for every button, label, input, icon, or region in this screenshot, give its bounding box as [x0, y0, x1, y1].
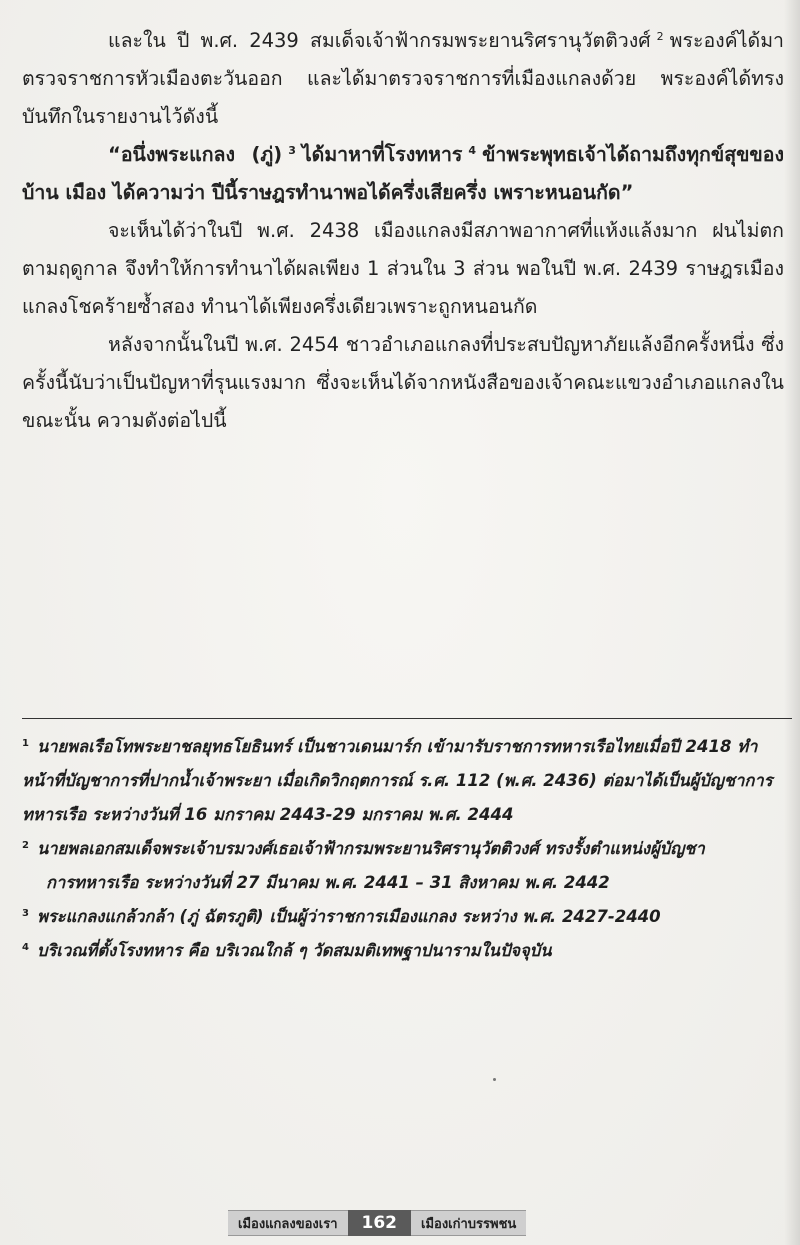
- footnote-text: พระแกลงแกล้วกล้า (ภู่ ฉัตรภูติ) เป็นผู้ว่าราชการเมืองแกลง ระหว่าง พ.ศ. 2427-2440: [36, 907, 661, 926]
- quote-part-c: ข้าพระพุทธเจ้าได้ถามถึงทุกข์สุขของบ้าน เมือง ได้ความว่า ปีนี้ราษฎรทำนาพอได้ครึ่งเสียครึ่ง เพราะหนอนกัด”: [22, 143, 784, 204]
- paragraph-1: [22, 22, 784, 136]
- paragraph-2: จะเห็นได้ว่าในปี พ.ศ. 2438 เมืองแกลงมีสภาพอากาศที่แห้งแล้งมาก ฝนไม่ตกตามฤดูกาล จึงทำให้การทำนาได้ผลเพียง 1 ส่วนใน 3 ส่วน พอในปี พ.ศ. 2439 ราษฎรเมืองแกลงโชคร้ายซ้ำสอง ทำนาได้เพียงครึ่งเดียวเพราะถูกหนอนกัด: [22, 219, 784, 318]
- footnote-4: [22, 934, 794, 968]
- footnote-number: 4: [22, 941, 29, 953]
- paragraph-3: หลังจากนั้นในปี พ.ศ. 2454 ชาวอำเภอแกลงที่ประสบปัญหาภัยแล้งอีกครั้งหนึ่ง ซึ่งครั้งนี้นับว่าเป็นปัญหาที่รุนแรงมาก ซึ่งจะเห็นได้จากหนังสือของเจ้าคณะแขวงอำเภอแกลงในขณะนั้น ความดังต่อไปนี้: [22, 333, 784, 432]
- page-number: 162: [348, 1210, 412, 1236]
- footnote-text: นายพลเรือโทพระยาชลยุทธโยธินทร์ เป็นชาวเดนมาร์ก เข้ามารับราชการทหารเรือไทยเมื่อปี 2418 ทำหน้าที่บัญชาการที่ปากน้ำเจ้าพระยา เมื่อเกิดวิกฤตการณ์ ร.ศ. 112 (พ.ศ. 2436) ต่อมาได้เป็นผู้บัญชาการทหารเรือ ระหว่างวันที่ 16 มกราคม 2443-29 มกราคม พ.ศ. 2444: [22, 737, 773, 824]
- quote-part-a: “อนึ่งพระแกลง (ภู่): [108, 143, 283, 166]
- footnote-number: 1: [22, 737, 29, 749]
- quote-part-b: ได้มาหาที่โรงทหาร: [301, 143, 463, 166]
- main-text: [22, 22, 784, 440]
- footnote-separator: [22, 718, 792, 719]
- binding-shadow: [784, 0, 800, 1245]
- footnote-text: บริเวณที่ตั้งโรงทหาร คือ บริเวณใกล้ ๆ วัดสมมติเทพฐาปนารามในปัจจุบัน: [36, 941, 552, 960]
- footer-book-title: เมืองแกลงของเรา: [228, 1210, 348, 1236]
- footnote-2-continuation: การทหารเรือ ระหว่างวันที่ 27 มีนาคม พ.ศ. 2441 – 31 สิงหาคม พ.ศ. 2442: [46, 873, 610, 892]
- quotation: [22, 136, 784, 212]
- page-footer: [228, 1210, 526, 1236]
- footer-chapter-title: เมืองเก่าบรรพชน: [411, 1210, 526, 1236]
- paragraph-1-text: และใน ปี พ.ศ. 2439 สมเด็จเจ้าฟ้ากรมพระยานริศรานุวัตติวงศ์: [108, 29, 651, 52]
- paper-speck: [493, 1078, 496, 1081]
- footnotes: [22, 730, 794, 968]
- footnote-ref-4: 4: [468, 143, 477, 157]
- footnote-2: [22, 832, 794, 866]
- footnote-3: [22, 900, 794, 934]
- footnote-ref-3: 3: [288, 143, 296, 157]
- footnote-text: นายพลเอกสมเด็จพระเจ้าบรมวงศ์เธอเจ้าฟ้ากรมพระยานริศรานุวัตติวงศ์ ทรงรั้งตำแหน่งผู้บัญชา: [36, 839, 705, 858]
- footnote-number: 2: [22, 839, 29, 851]
- footnote-number: 3: [22, 907, 29, 919]
- footnote-1: [22, 730, 794, 832]
- paragraph-1-tail: พระองค์ได้มาตรวจราชการหัวเมืองตะวันออก และได้มาตรวจราชการที่เมืองแกลงด้วย พระองค์ได้ทรงบันทึกในรายงานไว้ดังนี้: [22, 29, 784, 128]
- footnote-ref-2: 2: [656, 29, 664, 43]
